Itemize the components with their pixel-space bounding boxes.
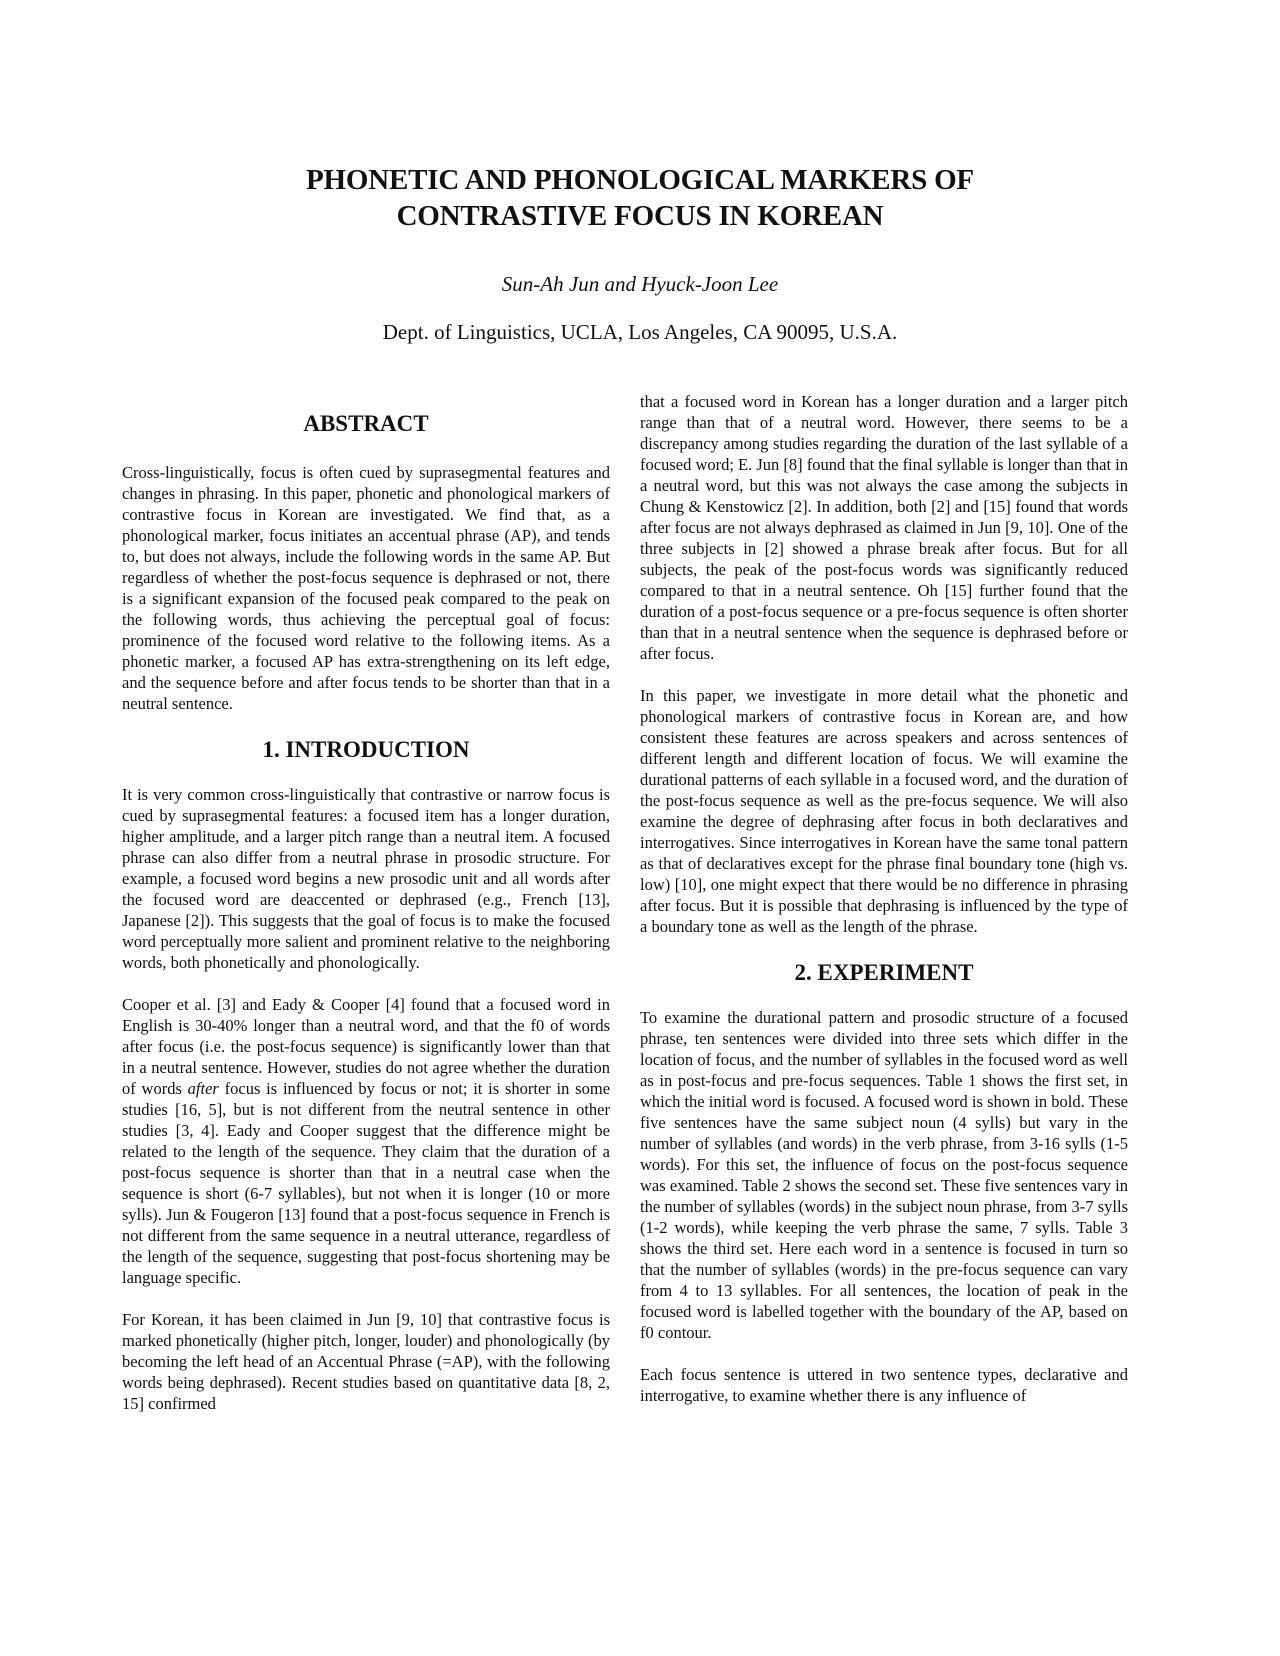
experiment-paragraph-1: To examine the durational pattern and prosodic structure of a focused phrase, ten sentences were divided into three sets which differ in the location of focus, and the number of syllables in the focused word as well as in post-focus and pre-focus sequences. Table 1 shows the first set, in which the initial word is focused. A focused word is shown in bold. These five sentences have the same subject noun (4 sylls) but vary in the number of syllables (and words) in the verb phrase, from 3-16 sylls (1-5 words). For this set, the influence of focus on the post-focus sequence was examined. Table 2 shows the second set. These five sentences vary in the number of syllables (words) in the subject noun phrase, from 3-7 sylls (1-2 words), while keeping the verb phrase the same, 7 sylls. Table 3 shows the third set. Here each word in a sentence is focused in turn so that the number of syllables (words) in the pre-focus sequence can vary from 4 to 13 syllables. For all sentences, the location of peak in the focused word is labelled together with the boundary of the AP, based on f0 contour.	[640, 1008, 1128, 1342]
experiment-heading: 2. EXPERIMENT	[794, 960, 974, 985]
introduction-paragraph-3: For Korean, it has been claimed in Jun [9, 10] that contrastive focus is marked phonetically (higher pitch, longer, louder) and phonologically (by becoming the left head of an Accentual Phrase (=AP), with the following words being dephrased). Recent studies based on quantitative data [8, 2, 15] confirmed	[122, 1310, 610, 1413]
intro-p2-after: focus is influenced by focus or not; it is shorter in some studies [16, 5], but is not different from the neutral sentence in other studies [3, 4]. Eady and Cooper suggest that the difference might be related to the length of the sequence. They claim that the duration of a post-focus sequence is shorter than that in a neutral case when the sequence is short (6-7 syllables), but not when it is longer (10 or more sylls). Jun & Fougeron [13] found that a post-focus sequence in French is not different from the same sequence in a neutral utterance, regardless of the length of the sequence, suggesting that post-focus shortening may be language specific.	[122, 1079, 611, 1287]
title-line-2: CONTRASTIVE FOCUS IN KOREAN	[396, 200, 884, 232]
title-line-1: PHONETIC AND PHONOLOGICAL MARKERS OF	[306, 164, 974, 196]
paper-title	[0, 162, 1280, 234]
introduction-heading: 1. INTRODUCTION	[262, 737, 470, 762]
right-column	[640, 391, 1128, 1406]
experiment-paragraph-2: Each focus sentence is uttered in two sentence types, declarative and interrogative, to examine whether there is any influence of	[640, 1365, 1128, 1405]
introduction-paragraph-4: that a focused word in Korean has a longer duration and a larger pitch range than that of a neutral word. However, there seems to be a discrepancy among studies regarding the duration of the last syllable of a focused word; E. Jun [8] found that the final syllable is longer than that in a neutral word, but this was not always the case among the subjects in Chung & Kenstowicz [2]. In addition, both [2] and [15] found that words after focus are not always dephrased as claimed in Jun [9, 10]. One of the three subjects in [2] showed a phrase break after focus. But for all subjects, the peak of the post-focus words was significantly reduced compared to that in a neutral sentence. Oh [15] further found that the duration of a post-focus sequence or a pre-focus sequence is often shorter than that in a neutral sentence when the sequence is dephrased before or after focus.	[640, 392, 1129, 663]
introduction-paragraph-2	[122, 994, 610, 1288]
intro-p2-before: Cooper et al. [3] and Eady & Cooper [4] found that a focused word in English is 30-40% longer than a neutral word, and that the f0 of words after focus (i.e. the post-focus sequence) is significantly lower than that in a neutral sentence. However, studies do not agree whether the duration of words	[122, 995, 610, 1098]
left-column	[122, 410, 610, 1414]
authors: Sun-Ah Jun and Hyuck-Joon Lee	[501, 272, 779, 296]
affiliation: Dept. of Linguistics, UCLA, Los Angeles, CA 90095, U.S.A.	[382, 320, 898, 344]
introduction-paragraph-5: In this paper, we investigate in more detail what the phonetic and phonological markers of contrastive focus in Korean are, and how consistent these features are across speakers and across sentences of different length and different location of focus. We will examine the durational patterns of each syllable in a focused word, and the duration of the post-focus sequence as well as the pre-focus sequence. We will also examine the degree of dephrasing after focus in both declaratives and interrogatives. Since interrogatives in Korean have the same tonal pattern as that of declaratives except for the phrase final boundary tone (high vs. low) [10], one might expect that there would be no difference in phrasing after focus. But it is possible that dephrasing is influenced by the type of a boundary tone as well as the length of the phrase.	[640, 686, 1128, 936]
introduction-paragraph-1: It is very common cross-linguistically that contrastive or narrow focus is cued by suprasegmental features: a focused item has a longer duration, higher amplitude, and a larger pitch range than a neutral item. A focused phrase can also differ from a neutral phrase in prosodic structure. For example, a focused word begins a new prosodic unit and all words after the focused word are deaccented or dephrased (e.g., French [13], Japanese [2]). This suggests that the goal of focus is to make the focused word perceptually more salient and prominent relative to the neighboring words, both phonetically and phonologically.	[122, 785, 610, 972]
abstract-heading: ABSTRACT	[303, 411, 429, 436]
intro-p2-emphasis: after	[187, 1079, 219, 1098]
abstract-text: Cross-linguistically, focus is often cued by suprasegmental features and changes in phrasing. In this paper, phonetic and phonological markers of contrastive focus in Korean are investigated. We find that, as a phonological marker, focus initiates an accentual phrase (AP), and tends to, but does not always, include the following words in the same AP. But regardless of whether the post-focus sequence is dephrased or not, there is a significant expansion of the focused peak compared to the peak on the following words, thus achieving the perceptual goal of focus: prominence of the focused word relative to the following items. As a phonetic marker, a focused AP has extra-strengthening on its left edge, and the sequence before and after focus tends to be shorter than that in a neutral sentence.	[122, 463, 610, 713]
